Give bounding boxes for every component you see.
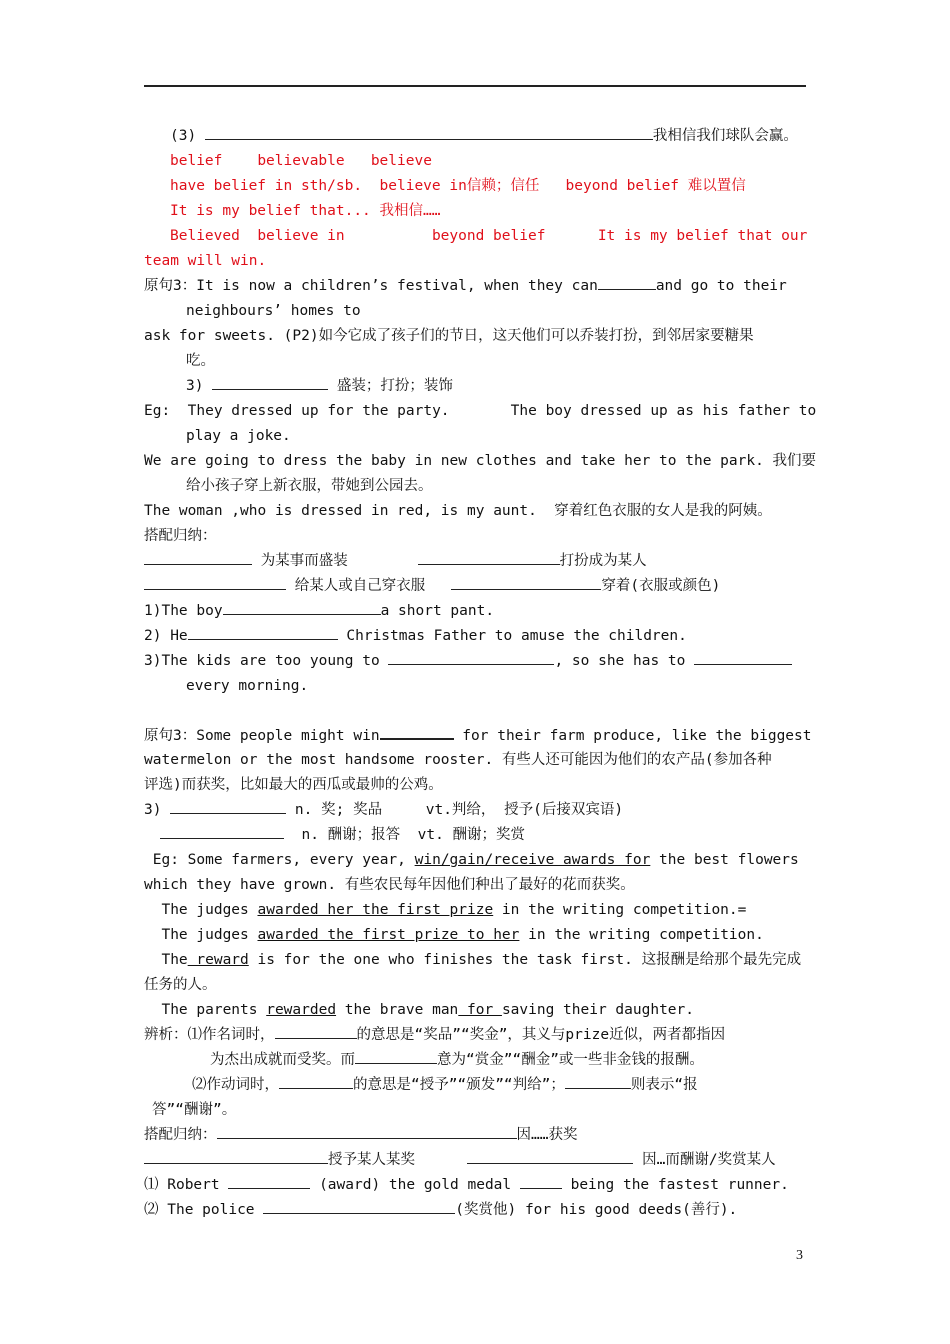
answer-blank[interactable] xyxy=(228,1173,310,1189)
answer-blank[interactable] xyxy=(355,1048,437,1064)
example-line: We are going to dress the baby in new clothes and take her to the park. 我们要 xyxy=(144,453,817,469)
original-sentence: 原句3：Some people might win for their farm produce, like the biggest xyxy=(144,723,806,748)
answer-blank[interactable] xyxy=(565,1073,631,1089)
example-line: The judges awarded the first prize to her in the writing competition. xyxy=(144,927,764,943)
exercise-line: 1)The boy a short pant. xyxy=(144,599,806,624)
header-rule xyxy=(144,85,806,87)
exercise-line: 3)The kids are too young to , so she has to xyxy=(144,649,806,674)
answer-blank[interactable] xyxy=(388,649,554,665)
example-line: The reward is for the one who finishes the task first. 这报酬是给那个最先完成 xyxy=(144,952,802,968)
original-sentence: 原句3：It is now a children’s festival, when they can and go to their xyxy=(144,274,806,299)
example-line: play a joke. xyxy=(186,428,291,444)
analysis-line: ⑵作动词时， 的意思是“授予”“颁发”“判给”； 则表示“报 xyxy=(192,1073,806,1098)
answer-blank[interactable] xyxy=(144,1148,328,1164)
analysis-line: 答”“酬谢”。 xyxy=(152,1102,237,1118)
answer-line: Believed believe in beyond belief It is my belief that our xyxy=(170,228,808,244)
answer-blank[interactable] xyxy=(217,1123,517,1139)
example-line: The judges awarded her the first prize in the writing competition.= xyxy=(144,902,747,918)
answer-blank[interactable] xyxy=(380,723,454,740)
collocation-line: 搭配归纳： 因……获奖 xyxy=(144,1123,806,1148)
page-number: 3 xyxy=(796,1248,803,1263)
analysis-line: 辨析：⑴作名词时， 的意思是“奖品”“奖金”，其义与prize近似，两者都指因 xyxy=(144,1023,806,1048)
answer-blank[interactable] xyxy=(694,649,792,665)
answer-blank[interactable] xyxy=(418,549,560,565)
exercise-line: ⑵ The police (奖赏他) for his good deeds(善行). xyxy=(144,1198,806,1223)
answer-blank[interactable] xyxy=(205,124,653,140)
answer-blank[interactable] xyxy=(467,1148,633,1164)
answer-blank[interactable] xyxy=(279,1073,353,1089)
example-line: The woman ,who is dressed in red, is my aunt. 穿着红色衣服的女人是我的阿姨。 xyxy=(144,503,772,519)
definition-line: n. 酬谢；报答 vt. 酬谢；奖赏 xyxy=(160,823,822,848)
example-line: 给小孩子穿上新衣服，带她到公园去。 xyxy=(186,478,433,494)
phrase-line: It is my belief that... 我相信…… xyxy=(170,203,441,219)
word-family-line: belief believable believe xyxy=(170,153,432,169)
collocation-heading: 搭配归纳： xyxy=(144,528,217,544)
text-line: watermelon or the most handsome rooster. 有些人还可能因为他们的农产品(参加各种 xyxy=(144,752,772,768)
answer-line: team will win. xyxy=(144,253,267,269)
answer-blank[interactable] xyxy=(144,549,252,565)
answer-blank[interactable] xyxy=(144,574,286,590)
text-line: 评选)而获奖，比如最大的西瓜或最帅的公鸡。 xyxy=(144,777,443,793)
answer-blank[interactable] xyxy=(223,599,381,615)
exercise-line: ⑴ Robert (award) the gold medal being the fastest runner. xyxy=(144,1173,806,1198)
exercise-line: (3) 我相信我们球队会赢。 xyxy=(170,124,806,149)
analysis-line: 为杰出成就而受奖。而 意为“赏金”“酬金”或一些非金钱的报酬。 xyxy=(210,1048,806,1073)
exercise-line: every morning. xyxy=(186,678,309,694)
answer-blank[interactable] xyxy=(188,624,338,640)
exercise-line: 2) He Christmas Father to amuse the children. xyxy=(144,624,806,649)
example-line: Eg: They dressed up for the party. The boy dressed up as his father to xyxy=(144,403,817,419)
definition-line: 3) 盛装；打扮；装饰 xyxy=(186,374,806,399)
collocation-line: 授予某人某奖 因…而酬谢/奖赏某人 xyxy=(144,1148,806,1173)
answer-blank[interactable] xyxy=(598,274,656,290)
answer-blank[interactable] xyxy=(170,798,286,814)
text-line: neighbours’ homes to xyxy=(186,303,361,319)
answer-blank[interactable] xyxy=(212,374,328,390)
answer-blank[interactable] xyxy=(451,574,601,590)
example-line: which they have grown. 有些农民每年因他们种出了最好的花而获奖。 xyxy=(144,877,635,893)
answer-blank[interactable] xyxy=(160,823,284,839)
answer-blank[interactable] xyxy=(520,1173,562,1189)
example-line: The parents rewarded the brave man for saving their daughter. xyxy=(144,1002,694,1018)
text-line: ask for sweets. (P2)如今它成了孩子们的节日，这天他们可以乔装打扮，到邻居家要糖果 xyxy=(144,328,754,344)
answer-blank[interactable] xyxy=(263,1198,455,1214)
text-line: 吃。 xyxy=(186,353,215,369)
collocation-line: 为某事而盛装 打扮成为某人 xyxy=(144,549,806,574)
collocation-line: 给某人或自己穿衣服 穿着(衣服或颜色) xyxy=(144,574,806,599)
phrase-line: have belief in sth/sb. believe in信赖；信任 beyond belief 难以置信 xyxy=(170,178,746,194)
example-line: Eg: Some farmers, every year, win/gain/receive awards for the best flowers xyxy=(144,852,799,868)
definition-line: 3) n. 奖; 奖品 vt.判给， 授予(后接双宾语) xyxy=(144,798,806,823)
answer-blank[interactable] xyxy=(275,1023,357,1039)
example-line: 任务的人。 xyxy=(144,977,217,993)
